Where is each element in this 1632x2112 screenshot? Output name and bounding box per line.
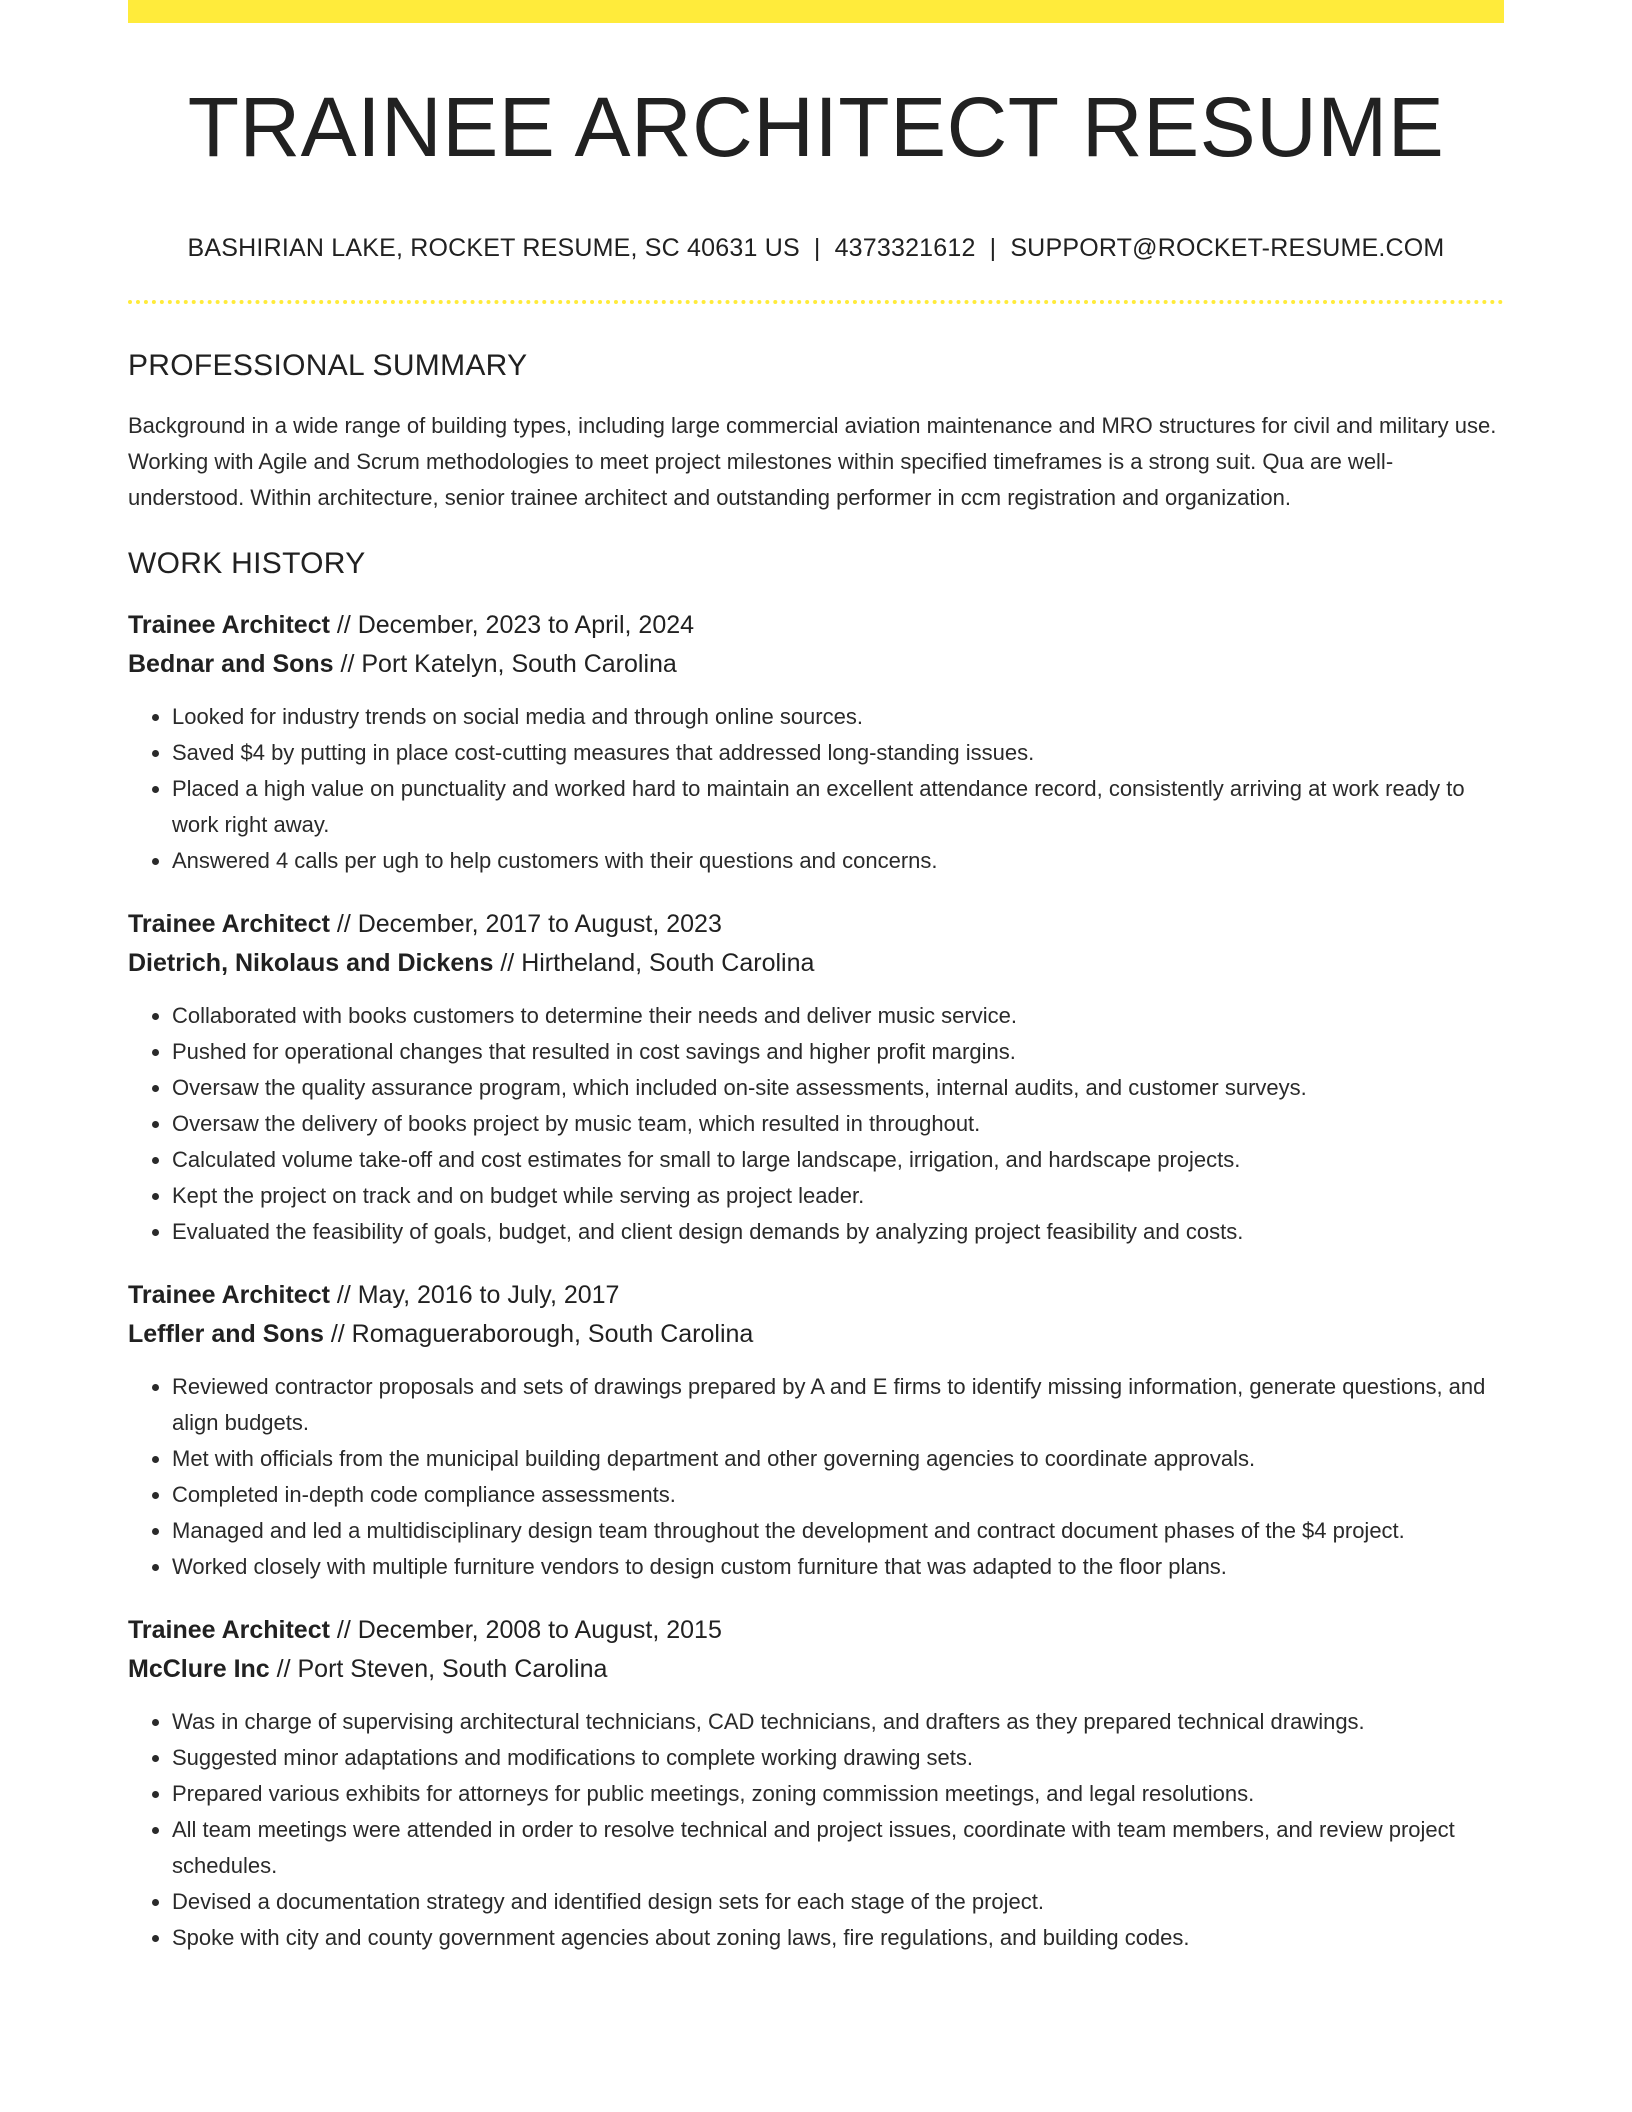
job-company-line [128,1315,1504,1354]
job-bullet-list [128,1369,1504,1585]
job-bullet: • Looked for industry trends on social media and through online sources. [172,699,1504,735]
job-bullet: • Collaborated with books customers to determine their needs and deliver music service. [172,998,1504,1034]
job-bullet: • Met with officials from the municipal building department and other governing agencies to coordinate approvals. [172,1441,1504,1477]
job-bullet: • Answered 4 calls per ugh to help customers with their questions and concerns. [172,843,1504,879]
job-entry [128,606,1504,879]
top-accent-bar [128,0,1504,23]
job-title: Trainee Architect [128,611,330,639]
job-entry [128,905,1504,1250]
job-location: // Port Steven, South Carolina [269,1655,608,1683]
contact-email: SUPPORT@ROCKET-RESUME.COM [1010,234,1445,262]
job-bullet: • Kept the project on track and on budget while serving as project leader. [172,1178,1504,1214]
job-bullet-list [128,1704,1504,1956]
job-bullet: • Completed in-depth code compliance assessments. [172,1477,1504,1513]
job-dates: // May, 2016 to July, 2017 [329,1281,620,1309]
job-title: Trainee Architect [128,1616,330,1644]
job-bullet: • Evaluated the feasibility of goals, budget, and client design demands by analyzing project feasibility and costs. [172,1214,1504,1250]
job-company: Bednar and Sons [128,650,334,678]
work-history-heading: WORK HISTORY [128,547,366,580]
job-dates: // December, 2017 to August, 2023 [329,910,722,938]
job-bullet-list [128,998,1504,1250]
resume-page [128,0,1504,1956]
job-bullet: • Spoke with city and county government agencies about zoning laws, fire regulations, and building codes. [172,1920,1504,1956]
job-bullet: • Managed and led a multidisciplinary design team throughout the development and contract document phases of the $4 project. [172,1513,1504,1549]
job-company: Leffler and Sons [128,1320,324,1348]
job-company-line [128,1650,1504,1689]
job-bullet: • Oversaw the delivery of books project by music team, which resulted in throughout. [172,1106,1504,1142]
job-company: Dietrich, Nikolaus and Dickens [128,949,494,977]
job-bullet: • Saved $4 by putting in place cost-cutting measures that addressed long-standing issues. [172,735,1504,771]
job-dates: // December, 2023 to April, 2024 [329,611,695,639]
job-bullet: • Reviewed contractor proposals and sets of drawings prepared by A and E firms to identify missing information, generate questions, and align budgets. [172,1369,1504,1441]
job-title-line [128,1611,1504,1650]
summary-heading: PROFESSIONAL SUMMARY [128,349,528,382]
job-bullet: • Pushed for operational changes that resulted in cost savings and higher profit margins. [172,1034,1504,1070]
job-bullet: • Calculated volume take-off and cost estimates for small to large landscape, irrigation, and hardscape projects. [172,1142,1504,1178]
job-bullet: • Devised a documentation strategy and identified design sets for each stage of the project. [172,1884,1504,1920]
contact-phone: 4373321612 [834,234,976,262]
job-location: // Romagueraborough, South Carolina [323,1320,754,1348]
job-bullet: • Worked closely with multiple furniture vendors to design custom furniture that was adapted to the floor plans. [172,1549,1504,1585]
job-entry [128,1276,1504,1585]
job-bullet: • Oversaw the quality assurance program, which included on-site assessments, internal audits, and customer surveys. [172,1070,1504,1106]
job-bullet: • Placed a high value on punctuality and worked hard to maintain an excellent attendance record, consistently arriving at work ready to work right away. [172,771,1504,843]
job-title-line [128,1276,1504,1315]
job-title: Trainee Architect [128,1281,330,1309]
contact-separator: | [989,234,997,262]
job-company-line [128,944,1504,983]
job-bullet: • Prepared various exhibits for attorneys for public meetings, zoning commission meetings, and legal resolutions. [172,1776,1504,1812]
job-bullet: • All team meetings were attended in order to resolve technical and project issues, coordinate with team members, and review project schedules. [172,1812,1504,1884]
job-bullet: • Was in charge of supervising architectural technicians, CAD technicians, and drafters as they prepared technical drawings. [172,1704,1504,1740]
summary-text: Background in a wide range of building types, including large commercial aviation maintenance and MRO structures for civil and military use. Working with Agile and Scrum methodologies to meet project milestones within specified timeframes is a strong suit. Qua are well-understood. Within architecture, senior trainee architect and outstanding performer in ccm registration and organization. [128,413,1497,510]
contact-separator: | [813,234,821,262]
job-entry [128,1611,1504,1956]
job-dates: // December, 2008 to August, 2015 [329,1616,722,1644]
job-location: // Hirtheland, South Carolina [493,949,815,977]
job-bullet: • Suggested minor adaptations and modifications to complete working drawing sets. [172,1740,1504,1776]
job-bullet-list [128,699,1504,879]
resume-title: TRAINEE ARCHITECT RESUME [187,80,1445,174]
job-title-line [128,606,1504,645]
header-divider [128,300,1504,304]
job-location: // Port Katelyn, South Carolina [333,650,677,678]
job-title-line [128,905,1504,944]
contact-address: BASHIRIAN LAKE, ROCKET RESUME, SC 40631 US [187,234,800,262]
contact-info [128,233,1504,263]
job-company-line [128,645,1504,684]
job-title: Trainee Architect [128,910,330,938]
job-company: McClure Inc [128,1655,270,1683]
